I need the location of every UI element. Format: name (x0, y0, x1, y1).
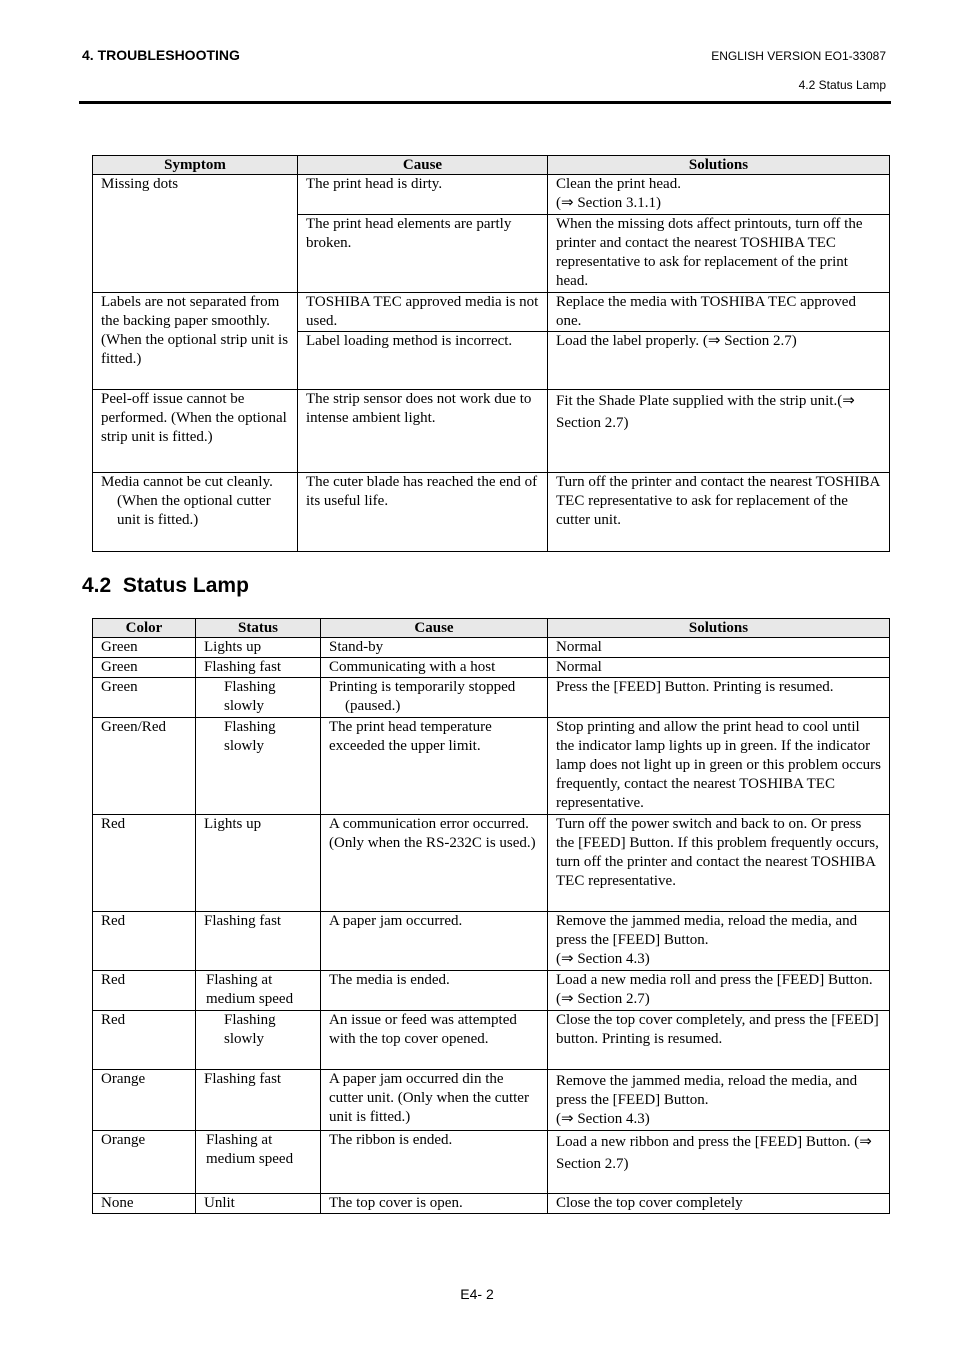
solution-cell (548, 175, 890, 215)
cause-cell: The strip sensor does not work due to intense ambient light. (298, 390, 548, 473)
table-row (93, 1070, 890, 1131)
color-cell: Red (93, 912, 196, 971)
table-row (93, 1011, 890, 1070)
color-cell: Green/Red (93, 718, 196, 815)
status-cell: Flashing fast (196, 1070, 321, 1131)
table-row (93, 718, 890, 815)
status-cell: Flashing slowly (196, 1011, 321, 1070)
solution-cell: Close the top cover completely, and press the [FEED] button. Printing is resumed. (548, 1011, 890, 1070)
column-header-cause: Cause (298, 156, 548, 175)
solution-cell: Normal (548, 638, 890, 658)
status-cell: Flashing fast (196, 658, 321, 678)
column-header-symptom: Symptom (93, 156, 298, 175)
status-cell: Lights up (196, 815, 321, 912)
color-cell: Orange (93, 1070, 196, 1131)
status-lamp-table (92, 618, 890, 1214)
cause-cell: The print head elements are partly broken. (298, 215, 548, 293)
header-rule (79, 101, 891, 104)
table-row (93, 293, 890, 332)
solution-cell: Stop printing and allow the print head to cool until the indicator lamp lights up in green. If the indicator lamp does not light up in green or this problem occurs frequently, contact the nearest TOSHIBA TEC representative. (548, 718, 890, 815)
cause-cell: The ribbon is ended. (321, 1131, 548, 1194)
solution-line: Remove the jammed media, reload the media, and press the [FEED] Button. (556, 1073, 858, 1108)
solution-cell: Replace the media with TOSHIBA TEC approved one. (548, 293, 890, 332)
solution-cell: Load a new ribbon and press the [FEED] Button. (⇒ Section 2.7) (548, 1131, 890, 1194)
table-row (93, 390, 890, 473)
status-cell: Flashing slowly (196, 678, 321, 718)
section-reference: 4.2 Status Lamp (798, 78, 886, 92)
solution-line: Remove the jammed media, reload the media, and press the [FEED] Button. (556, 913, 858, 948)
solution-cell: Turn off the power switch and back to on. Or press the [FEED] Button. If this problem frequently occurs, turn off the printer and contact the nearest TOSHIBA TEC representative. (548, 815, 890, 912)
cause-cell: A communication error occurred. (Only when the RS-232C is used.) (321, 815, 548, 912)
color-cell: Red (93, 971, 196, 1011)
column-header-cause: Cause (321, 619, 548, 638)
table-row (93, 912, 890, 971)
cause-cell: Communicating with a host (321, 658, 548, 678)
document-version: ENGLISH VERSION EO1-33087 (711, 49, 886, 63)
solution-line: (⇒ Section 4.3) (556, 1111, 650, 1127)
status-cell: Flashing fast (196, 912, 321, 971)
solution-line: Clean the print head. (556, 176, 681, 192)
status-cell: Flashing at medium speed (196, 971, 321, 1011)
status-cell: Unlit (196, 1194, 321, 1214)
cause-cell: The cuter blade has reached the end of its useful life. (298, 473, 548, 552)
cause-cell: An issue or feed was attempted with the top cover opened. (321, 1011, 548, 1070)
cause-cell: The media is ended. (321, 971, 548, 1011)
solution-cell: Normal (548, 658, 890, 678)
symptom-cell: Media cannot be cut cleanly. (When the optional cutter unit is fitted.) (93, 473, 298, 552)
status-cell: Flashing slowly (196, 718, 321, 815)
cause-cell: The print head temperature exceeded the upper limit. (321, 718, 548, 815)
column-header-color: Color (93, 619, 196, 638)
solution-cell: Press the [FEED] Button. Printing is resumed. (548, 678, 890, 718)
status-cell: Flashing at medium speed (196, 1131, 321, 1194)
column-header-status: Status (196, 619, 321, 638)
solution-cell: Load the label properly. (⇒ Section 2.7) (548, 332, 890, 390)
cause-cell: The print head is dirty. (298, 175, 548, 215)
cause-cell: The top cover is open. (321, 1194, 548, 1214)
cause-cell: TOSHIBA TEC approved media is not used. (298, 293, 548, 332)
table-row (93, 658, 890, 678)
color-cell: None (93, 1194, 196, 1214)
table-row (93, 1194, 890, 1214)
status-cell: Lights up (196, 638, 321, 658)
section-title (82, 574, 249, 598)
solution-cell: Fit the Shade Plate supplied with the strip unit.(⇒ Section 2.7) (548, 390, 890, 473)
cause-cell: Label loading method is incorrect. (298, 332, 548, 390)
symptom-cell: Peel-off issue cannot be performed. (When the optional strip unit is fitted.) (93, 390, 298, 473)
troubleshooting-table (92, 155, 890, 552)
color-cell: Green (93, 678, 196, 718)
table-row (93, 473, 890, 552)
color-cell: Red (93, 815, 196, 912)
table-row (93, 638, 890, 658)
color-cell: Red (93, 1011, 196, 1070)
color-cell: Green (93, 638, 196, 658)
table-header-row (93, 619, 890, 638)
table-row (93, 678, 890, 718)
solution-cell: Load a new media roll and press the [FEED] Button. (⇒ Section 2.7) (548, 971, 890, 1011)
cause-cell: Stand-by (321, 638, 548, 658)
page-number: E4- 2 (460, 1286, 494, 1302)
solution-cell: When the missing dots affect printouts, turn off the printer and contact the nearest TOSHIBA TEC representative to ask for replacement of the print head. (548, 215, 890, 293)
solution-line: (⇒ Section 3.1.1) (556, 195, 662, 211)
cause-cell: A paper jam occurred. (321, 912, 548, 971)
solution-line: (⇒ Section 4.3) (556, 951, 650, 967)
column-header-solutions: Solutions (548, 156, 890, 175)
color-cell: Orange (93, 1131, 196, 1194)
cause-cell: Printing is temporarily stopped (paused.) (321, 678, 548, 718)
table-row (93, 815, 890, 912)
table-row (93, 971, 890, 1011)
section-name: Status Lamp (122, 574, 249, 597)
solution-cell (548, 1070, 890, 1131)
table-row (93, 175, 890, 215)
section-number: 4.2 (82, 574, 112, 597)
table-header-row (93, 156, 890, 175)
symptom-cell: Missing dots (93, 175, 298, 293)
solution-cell (548, 912, 890, 971)
solution-cell: Turn off the printer and contact the nearest TOSHIBA TEC representative to ask for replacement of the cutter unit. (548, 473, 890, 552)
chapter-heading: 4. TROUBLESHOOTING (82, 47, 240, 63)
solution-cell: Close the top cover completely (548, 1194, 890, 1214)
cause-cell: A paper jam occurred din the cutter unit. (Only when the cutter unit is fitted.) (321, 1070, 548, 1131)
symptom-cell: Labels are not separated from the backing paper smoothly. (When the optional strip unit is fitted.) (93, 293, 298, 390)
column-header-solutions: Solutions (548, 619, 890, 638)
color-cell: Green (93, 658, 196, 678)
table-row (93, 1131, 890, 1194)
